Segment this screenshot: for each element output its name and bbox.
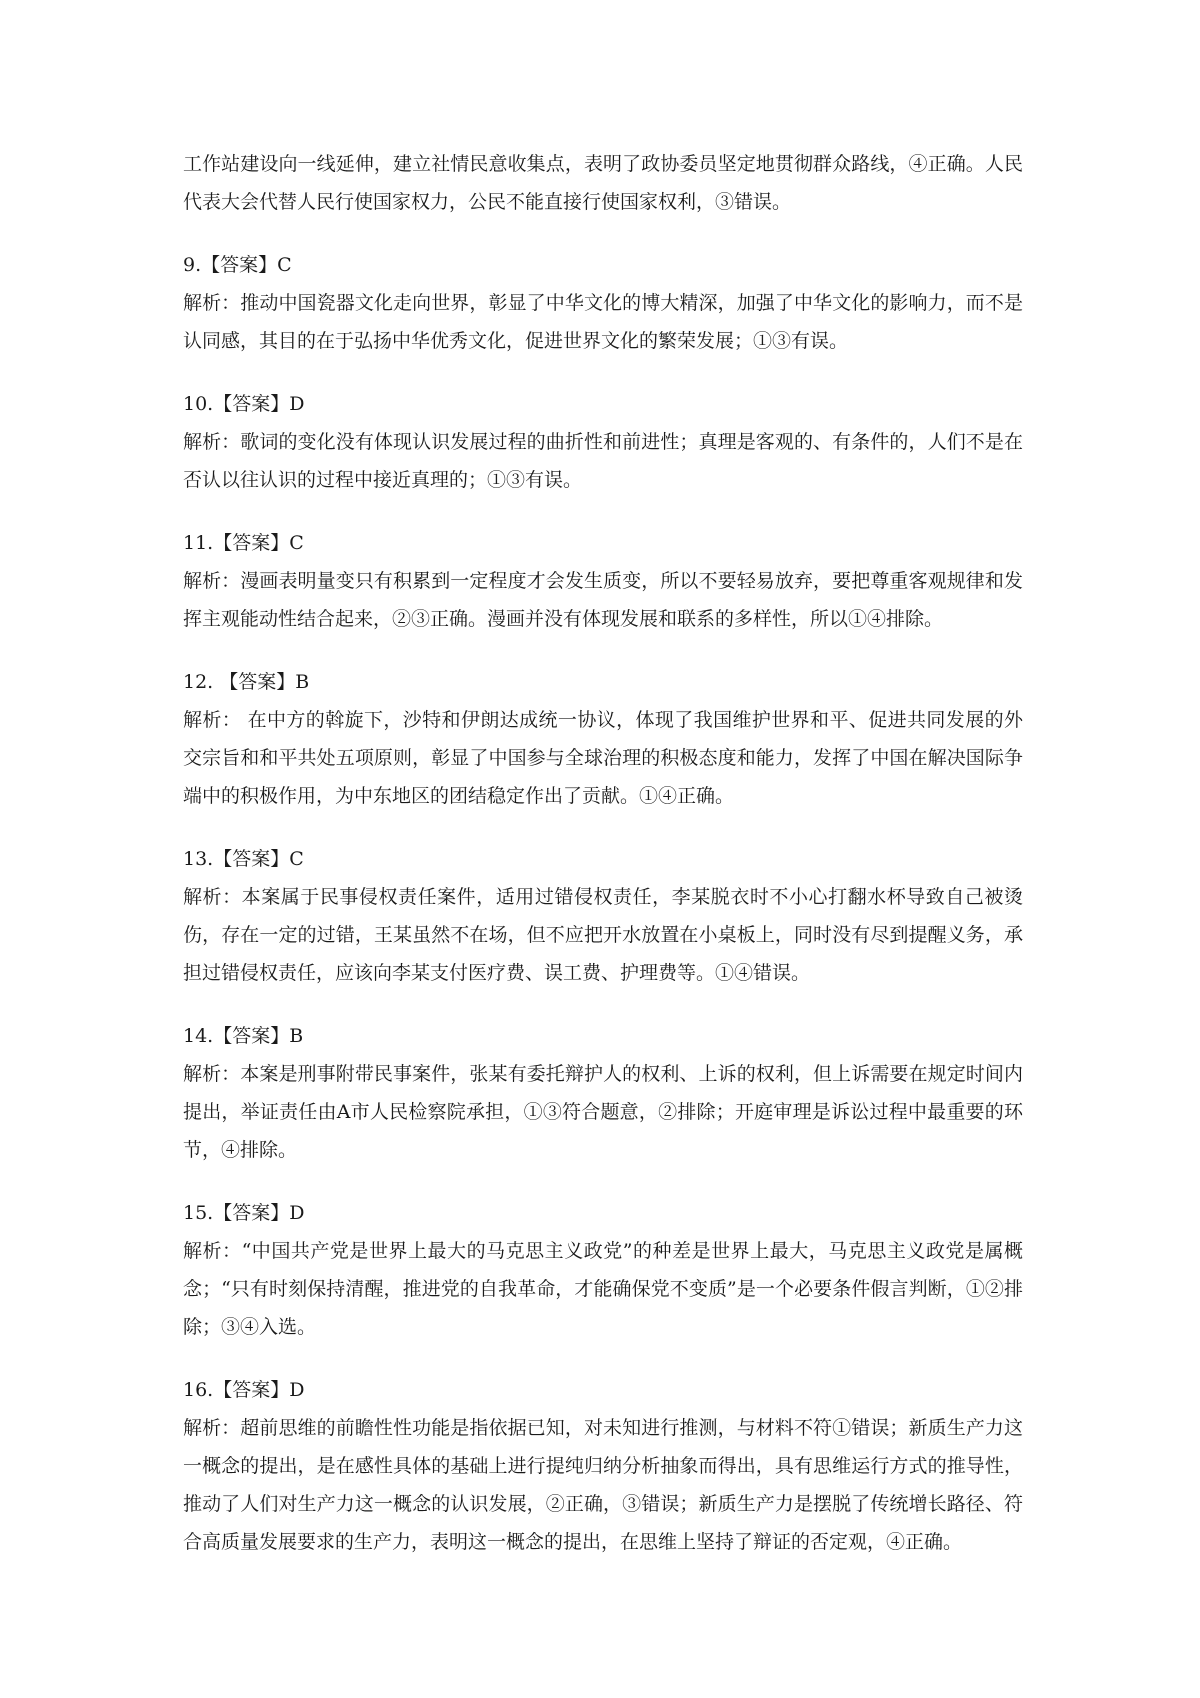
analysis-text: 解析：超前思维的前瞻性性功能是指依据已知，对未知进行推测，与材料不符①错误；新质生产力这一概念的提出，是在感性具体的基础上进行提纯归纳分析抽象而得出，具有思维运行方式的推导性，推动了人们对生产力这一概念的认识发展，②正确，③错误；新质生产力是摆脱了传统增长路径、符合高质量发展要求的生产力，表明这一概念的提出，在思维上坚持了辩证的否定观，④正确。 bbox=[183, 1417, 1023, 1553]
analysis-text: 解析：本案属于民事侵权责任案件，适用过错侵权责任，李某脱衣时不小心打翻水杯导致自己被烫伤，存在一定的过错，王某虽然不在场，但不应把开水放置在小桌板上，同时没有尽到提醒义务，承担过错侵权责任，应该向李某支付医疗费、误工费、护理费等。①④错误。 bbox=[183, 886, 1023, 984]
answer-header: 9.【答案】C bbox=[183, 254, 292, 276]
answer-header: 15.【答案】D bbox=[183, 1202, 305, 1224]
answer-header: 14.【答案】B bbox=[183, 1025, 304, 1047]
question-block-11 bbox=[183, 524, 1023, 638]
answer-header: 10.【答案】D bbox=[183, 393, 305, 415]
answer-header: 16.【答案】D bbox=[183, 1379, 305, 1401]
analysis-text: 解析： 在中方的斡旋下，沙特和伊朗达成统一协议，体现了我国维护世界和平、促进共同发展的外交宗旨和和平共处五项原则，彰显了中国参与全球治理的积极态度和能力，发挥了中国在解决国际争端中的积极作用，为中东地区的团结稳定作出了贡献。①④正确。 bbox=[183, 709, 1023, 807]
analysis-text: 解析：歌词的变化没有体现认识发展过程的曲折性和前进性；真理是客观的、有条件的，人们不是在否认以往认识的过程中接近真理的；①③有误。 bbox=[183, 431, 1023, 491]
answer-header: 11.【答案】C bbox=[183, 532, 304, 554]
question-block-16 bbox=[183, 1371, 1023, 1561]
question-block-15 bbox=[183, 1194, 1023, 1346]
analysis-text: 解析：推动中国瓷器文化走向世界，彰显了中华文化的博大精深，加强了中华文化的影响力，而不是认同感，其目的在于弘扬中华优秀文化，促进世界文化的繁荣发展；①③有误。 bbox=[183, 292, 1023, 352]
analysis-text: 解析：漫画表明量变只有积累到一定程度才会发生质变，所以不要轻易放弃，要把尊重客观规律和发挥主观能动性结合起来，②③正确。漫画并没有体现发展和联系的多样性，所以①④排除。 bbox=[183, 570, 1023, 630]
question-block-14 bbox=[183, 1017, 1023, 1169]
question-block-10 bbox=[183, 385, 1023, 499]
answer-header: 13.【答案】C bbox=[183, 848, 304, 870]
document-page bbox=[183, 145, 1023, 1561]
question-block-12 bbox=[183, 663, 1023, 815]
analysis-text: 解析：本案是刑事附带民事案件，张某有委托辩护人的权利、上诉的权利，但上诉需要在规定时间内提出，举证责任由A市人民检察院承担，①③符合题意，②排除；开庭审理是诉讼过程中最重要的环节，④排除。 bbox=[183, 1063, 1023, 1161]
analysis-text: 解析：“中国共产党是世界上最大的马克思主义政党”的种差是世界上最大，马克思主义政党是属概念；“只有时刻保持清醒，推进党的自我革命，才能确保党不变质”是一个必要条件假言判断，①②排除；③④入选。 bbox=[183, 1240, 1023, 1338]
question-block-13 bbox=[183, 840, 1023, 992]
answer-header: 12. 【答案】B bbox=[183, 671, 310, 693]
intro-paragraph: 工作站建设向一线延伸，建立社情民意收集点，表明了政协委员坚定地贯彻群众路线，④正确。人民代表大会代替人民行使国家权力，公民不能直接行使国家权利，③错误。 bbox=[183, 153, 1023, 213]
question-block-9 bbox=[183, 246, 1023, 360]
